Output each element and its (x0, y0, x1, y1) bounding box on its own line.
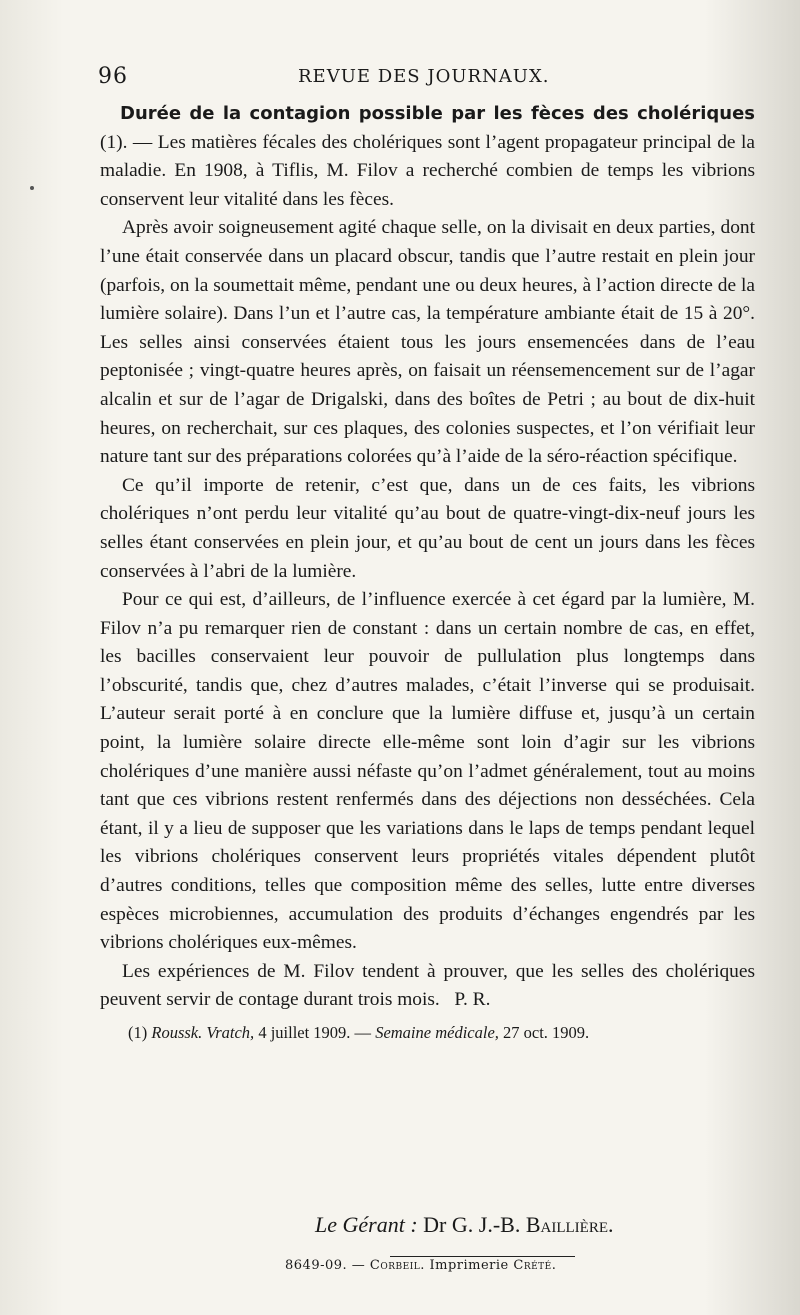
page-number: 96 (98, 64, 128, 89)
print-speck (30, 186, 34, 190)
footnote-marker: (1) (128, 1023, 148, 1042)
page-header (98, 64, 730, 94)
imprint-code: 8649-09. — (285, 1258, 370, 1273)
footnote-date-2: 27 oct. 1909. (498, 1023, 590, 1042)
article-paragraph-5 (100, 958, 755, 1015)
footnote-source-1: Roussk. Vratch, (151, 1023, 255, 1042)
article-intro: — Les matières fécales des cholériques sont l’agent propagateur principal de la maladie. En 1908, à Tiflis, M. Filov a recherché combien de temps les vibrions conservent leur vitalité dans les fèces. (100, 131, 755, 210)
manager-surname: Baillière. (525, 1212, 614, 1237)
footnote-reference: (1). (100, 131, 128, 153)
imprint-rule (390, 1256, 575, 1257)
article-paragraph-4: Pour ce qui est, d’ailleurs, de l’influence exercée à cet égard par la lumière, M. Filov n’a pu remarquer rien de constant : dans un certain nombre de cas, en effet, les bacilles conservaient leur pouvoir de pullulation plus longtemps dans l’obscurité, tandis que, chez d’autres malades, c’était l’inverse qui se produisait. L’auteur serait porté à en conclure que la lumière diffuse et, jusqu’à un certain point, la lumière solaire directe elle-même sont loin d’agir sur les vibrions cholériques d’une manière aussi néfaste qu’on l’admet généralement, tout au moins tant que ces vibrions restent renfermés dans des déjections non desséchées. Cela étant, il y a lieu de supposer que les variations dans le laps de temps pendant lequel les vibrions cholériques conservent leurs propriétés vitales dépendent plutôt d’autres conditions, telles que composition même des selles, lutte entre diverses espèces microbiennes, accumulation des produits d’échanges engendrés par les vibrions cholériques eux-mêmes. (100, 589, 755, 954)
manager-line (315, 1212, 613, 1238)
manager-role: Le Gérant : (315, 1212, 418, 1237)
running-title: REVUE DES JOURNAUX. (298, 66, 550, 87)
author-initials: P. R. (454, 989, 491, 1011)
manager-initials: G. J.-B. (451, 1212, 521, 1237)
manager-title: Dr (423, 1212, 447, 1237)
article-paragraph-2: Après avoir soigneusement agité chaque selle, on la divisait en deux parties, dont l’une était conservée dans un placard obscur, tandis que l’autre restait en plein jour (parfois, on la soumettait même, pendant une ou deux heures, à l’action directe de la lumière solaire). Dans l’un et l’autre cas, la température ambiante était de 15 à 20°. Les selles ainsi conservées étaient tous les jours ensemencées dans de l’eau peptonisée ; vingt-quatre heures après, on faisait un réensemencement sur de l’agar alcalin et sur de l’agar de Drigalski, dans des boîtes de Petri ; au bout de dix-huit heures, on recherchait, sur ces plaques, des colonies suspectes, et l’on vérifiait leur nature tant sur des préparations colorées qu’à l’aide de la séro-réaction spécifique. (100, 217, 755, 468)
article-body (100, 100, 755, 1045)
printer-imprint (285, 1258, 556, 1273)
imprint-printer: Imprimerie (424, 1258, 514, 1273)
article-title: Durée de la contagion possible par les fèces des cholériques (120, 103, 755, 124)
article-intro-paragraph (100, 100, 755, 214)
footnote (100, 1021, 755, 1045)
imprint-city: Corbeil. (369, 1258, 425, 1273)
article-paragraph-3: Ce qu’il importe de retenir, c’est que, dans un de ces faits, les vibrions cholériques n’ont perdu leur vitalité qu’au bout de quatre-vingt-dix-neuf jours les selles étant conservées en plein jour, et qu’au bout de cent un jours dans les fèces conservées à l’abri de la lumière. (100, 474, 755, 582)
footnote-source-2: Semaine médicale, (375, 1023, 499, 1042)
footnote-date-1: 4 juillet 1909. — (254, 1023, 376, 1042)
imprint-printer-name: Crété. (513, 1258, 557, 1273)
closing-text: Les expériences de M. Filov tendent à prouver, que les selles des cholériques peuvent servir de contage durant trois mois. (100, 960, 755, 1011)
